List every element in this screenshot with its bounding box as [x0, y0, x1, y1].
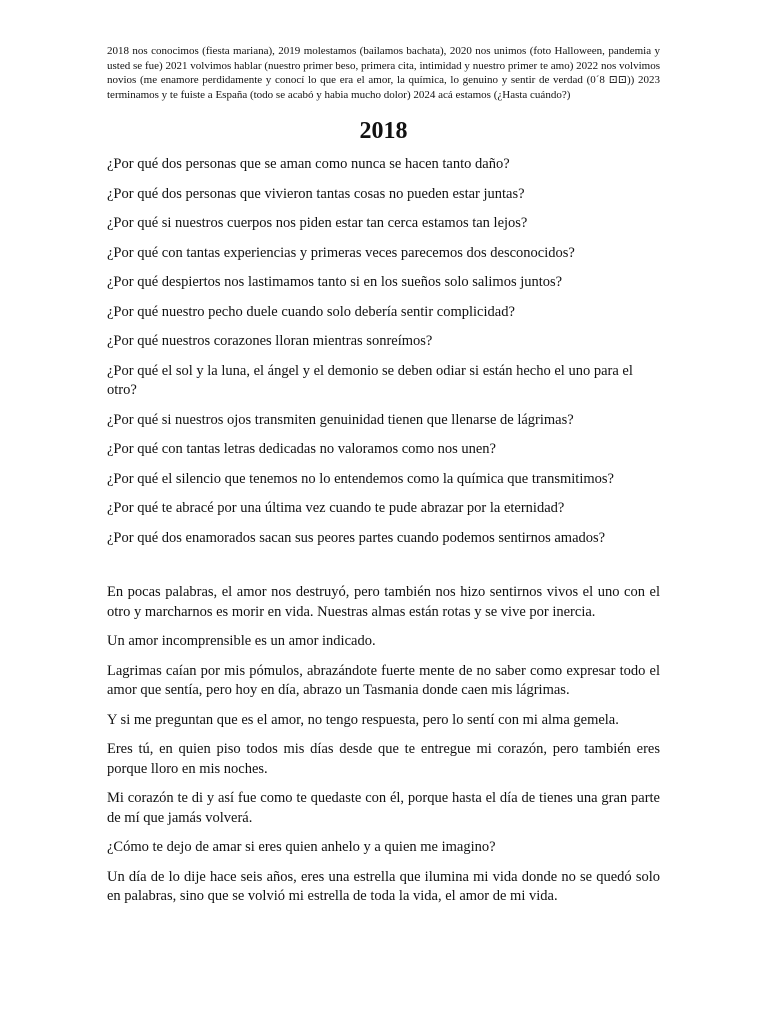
prose-section: [107, 583, 660, 907]
question-line: ¿Por qué si nuestros cuerpos nos piden estar tan cerca estamos tan lejos?: [107, 215, 528, 231]
page-title: 2018: [359, 118, 408, 144]
question-line: ¿Por qué con tantas letras dedicadas no valoramos como nos unen?: [107, 441, 496, 457]
body-paragraph: Lagrimas caían por mis pómulos, abrazándote fuerte mente de no saber como expresar todo el amor que sentía, pero hoy en día, abrazo un Tasmania donde caen mis lágrimas.: [107, 662, 660, 698]
question-line: ¿Por qué con tantas experiencias y primeras veces parecemos dos desconocidos?: [107, 244, 575, 261]
body-paragraph: ¿Cómo te dejo de amar si eres quien anhelo y a quien me imagino?: [107, 839, 496, 855]
body-paragraph: Y si me preguntan que es el amor, no tengo respuesta, pero lo sentí con mi alma gemela.: [107, 711, 619, 728]
body-paragraph: Mi corazón te di y así fue como te quedaste con él, porque hasta el día de tienes una gran parte de mí que jamás volverá.: [107, 790, 660, 826]
question-line: ¿Por qué el silencio que tenemos no lo entendemos como la química que transmitimos?: [107, 470, 614, 487]
body-paragraph: Eres tú, en quien piso todos mis días desde que te entregue mi corazón, pero también eres porque lloro en mis noches.: [107, 741, 660, 777]
question-line: ¿Por qué despiertos nos lastimamos tanto si en los sueños solo salimos juntos?: [107, 274, 563, 290]
question-line: ¿Por qué dos enamorados sacan sus peores partes cuando podemos sentirnos amados?: [107, 529, 606, 546]
question-line: ¿Por qué dos personas que vivieron tantas cosas no pueden estar juntas?: [107, 185, 525, 202]
document-page: [107, 44, 660, 917]
question-line: ¿Por qué el sol y la luna, el ángel y el demonio se deben odiar si están hecho el uno para el otro?: [107, 362, 633, 398]
questions-list: [107, 155, 660, 548]
question-line: ¿Por qué dos personas que se aman como nunca se hacen tanto daño?: [107, 156, 510, 172]
question-line: ¿Por qué nuestros corazones lloran mientras sonreímos?: [107, 333, 433, 349]
question-line: ¿Por qué te abracé por una última vez cuando te pude abrazar por la eternidad?: [107, 500, 565, 516]
question-line: ¿Por qué nuestro pecho duele cuando solo debería sentir complicidad?: [107, 303, 515, 320]
body-paragraph: En pocas palabras, el amor nos destruyó, pero también nos hizo sentirnos vivos el uno con el otro y marcharnos es morir en vida. Nuestras almas están rotas y se vive por inercia.: [107, 584, 660, 620]
question-line: ¿Por qué si nuestros ojos transmiten genuinidad tienen que llenarse de lágrimas?: [107, 411, 574, 428]
body-paragraph: Un amor incomprensible es un amor indicado.: [107, 633, 376, 649]
body-paragraph: Un día de lo dije hace seis años, eres una estrella que ilumina mi vida donde no se quedó solo en palabras, sino que se volvió mi estrella de toda la vida, el amor de mi vida.: [107, 868, 660, 904]
intro-paragraph: 2018 nos conocimos (fiesta mariana), 2019 molestamos (bailamos bachata), 2020 nos unimos (foto Halloween, pandemia y usted se fue) 2021 volvimos hablar (nuestro primer beso, primera cita, intimidad y nuestro primer te amo) 2022 nos volvimos novios (me enamore perdidamente y conocí lo que era el amor, la química, lo genuino y sentir de verdad (0´8 ⊡⊡)) 2023 terminamos y te fuiste a España (todo se acabó y habia mucho dolor) 2024 acá estamos (¿Hasta cuándo?): [107, 45, 660, 101]
